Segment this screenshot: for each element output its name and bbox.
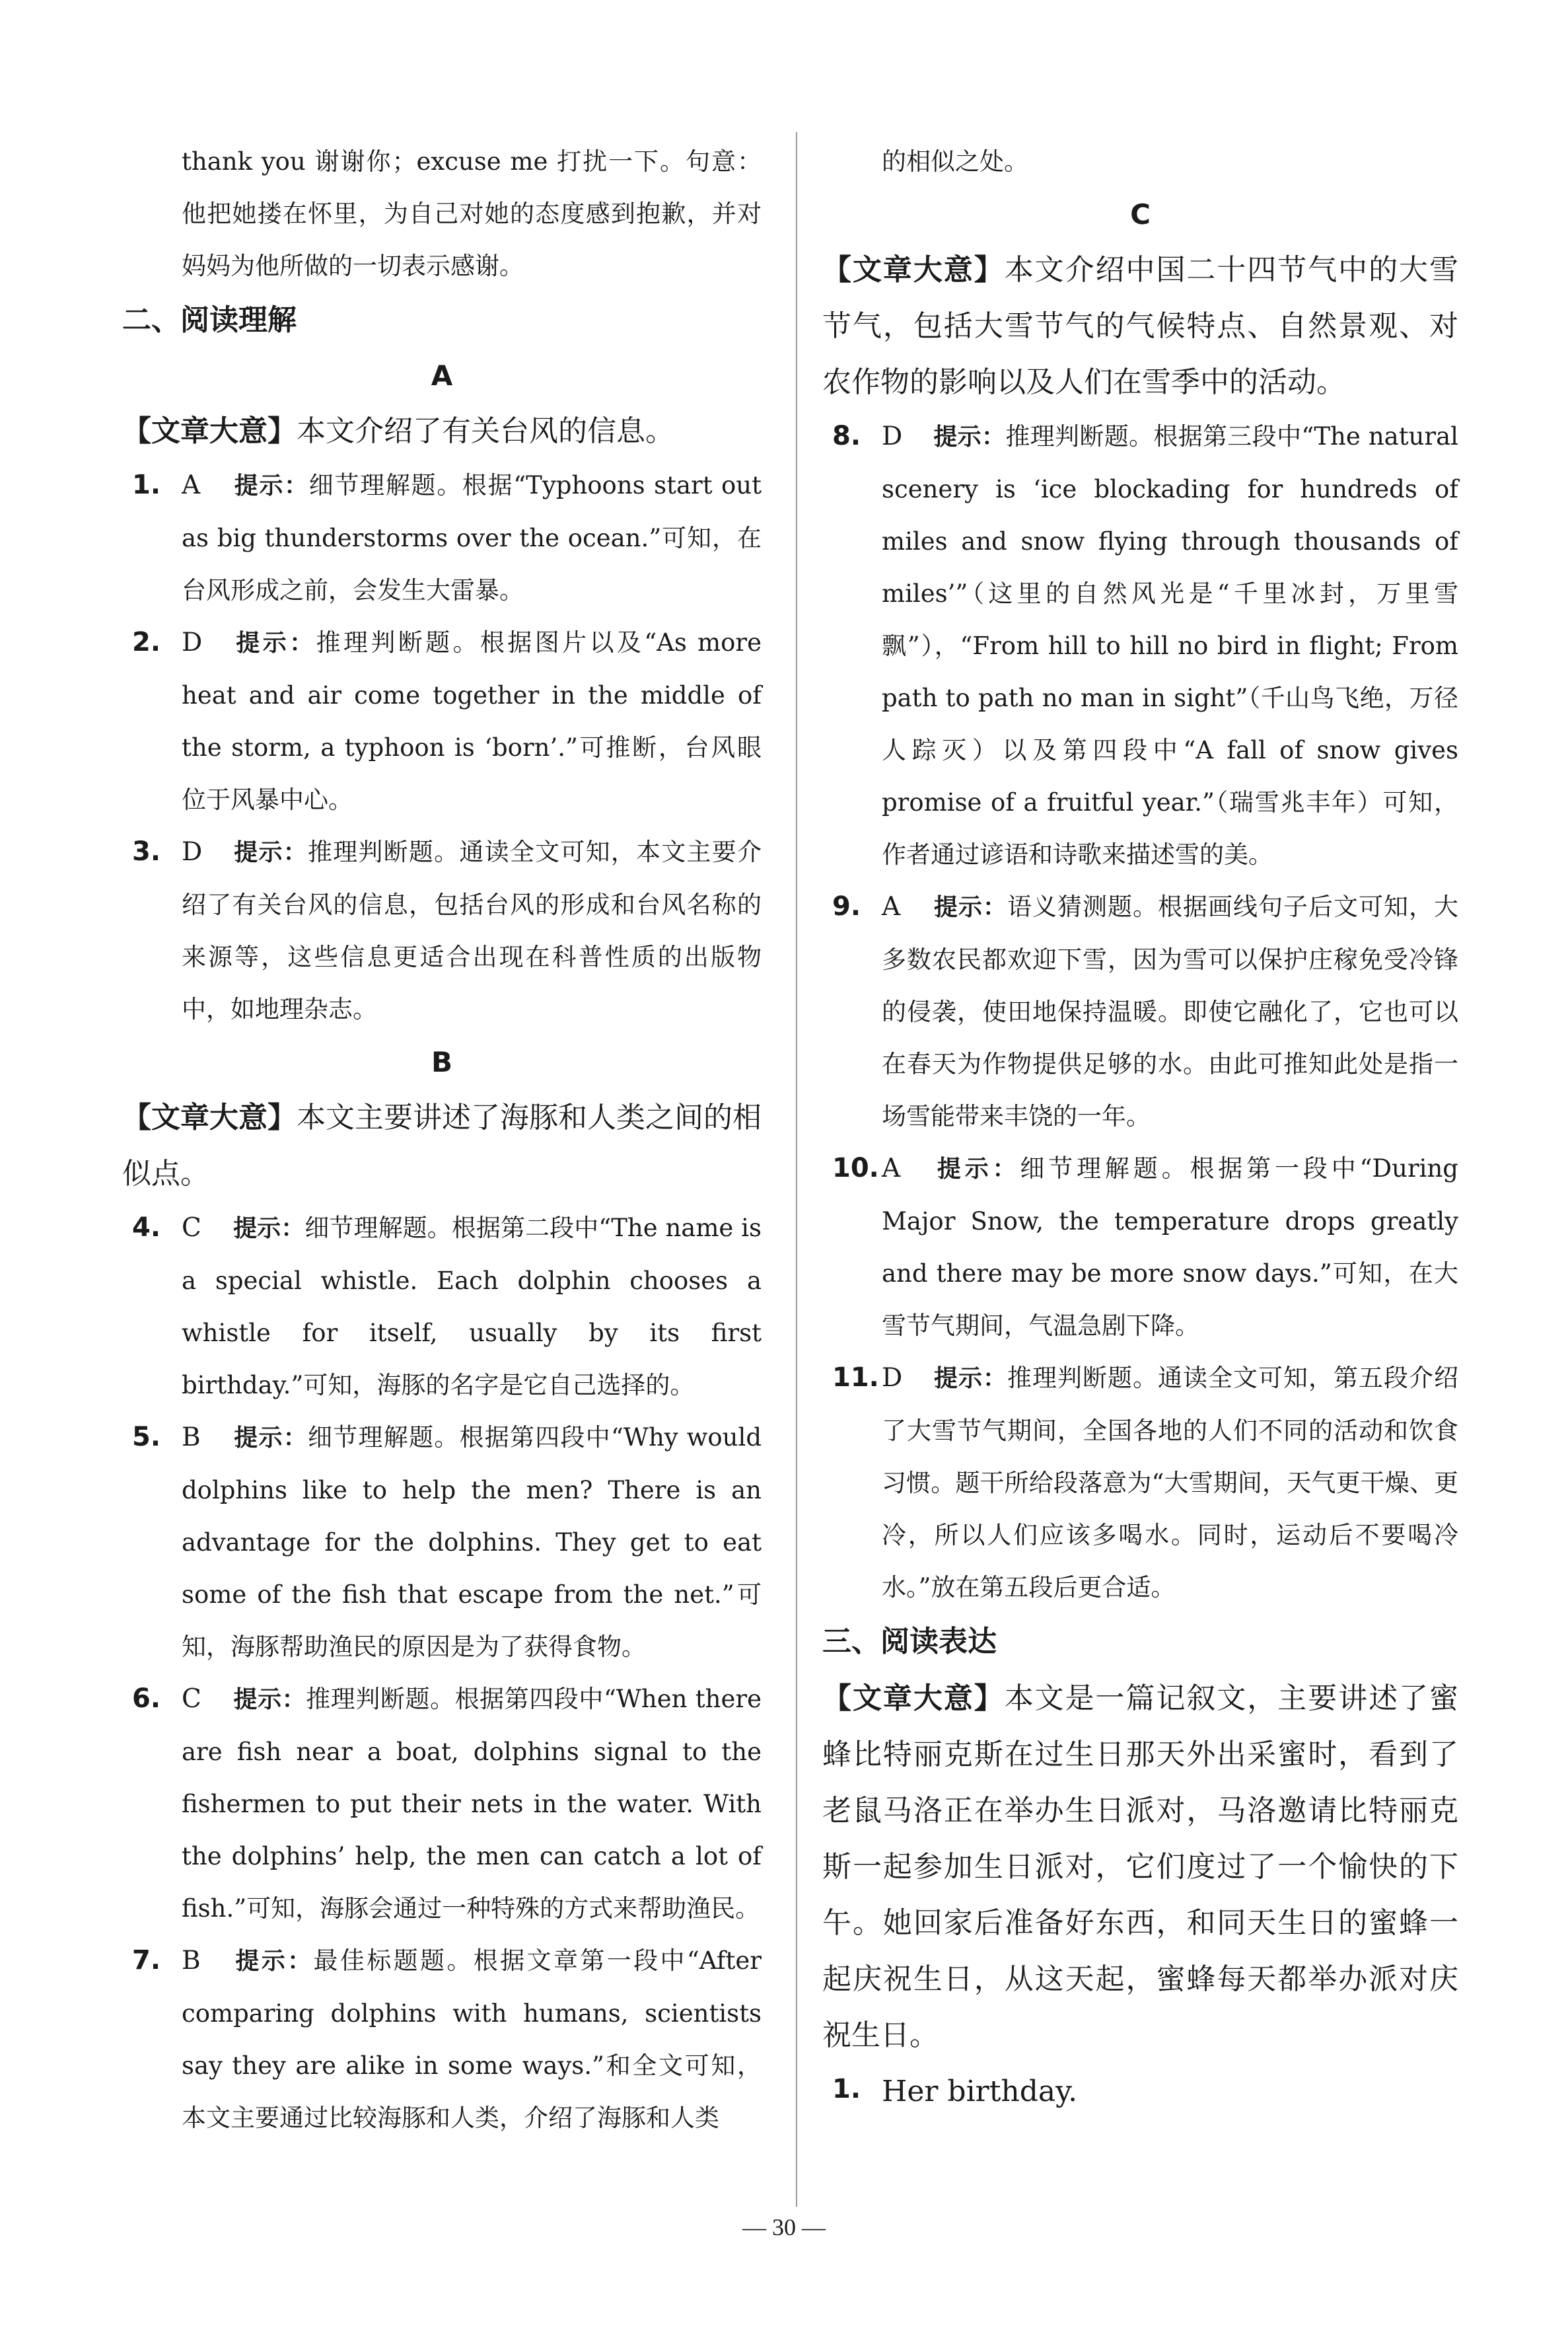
answer-letter: A <box>182 470 201 500</box>
hint-text: 细节理解题。根据“Typhoons start out as big thunderstorms over the ocean.”可知，在台风形成之前，会发生大雷暴。 <box>182 471 762 605</box>
summary-text: 本文介绍了有关台风的信息。 <box>297 414 674 448</box>
hint-label: 提示： <box>233 472 309 499</box>
summary-section3 <box>822 1670 1458 2063</box>
summary-a <box>122 403 762 459</box>
question-number: 7. <box>132 1945 161 1975</box>
hint-label: 提示： <box>233 1948 314 1975</box>
hint-text: 推理判断题。根据第三段中“The natural scenery is ‘ice blockading for hundreds of miles and snow flying through thousands of miles’”（这里的自然风光是“千里冰封，万里雪飘”），“From hill to hill no bird in flight; From path to path no man in sight”（千山鸟飞绝，万径人踪灭）以及第四段中“A fall of snow gives promise of a fruitful year.”（瑞雪兆丰年）可知，作者通过谚语和诗歌来描述雪的美。 <box>882 422 1458 869</box>
hint-text: 推理判断题。根据第四段中“When there are fish near a boat, dolphins signal to the fishermen to put their nets in the water. With the dolphins’ help, the men can catch a lot of fish.”可知，海豚会通过一种特殊的方式来帮助渔民。 <box>182 1685 762 1923</box>
question-number: 4. <box>132 1212 161 1243</box>
answer-letter: D <box>182 628 203 657</box>
question-item <box>122 616 762 826</box>
question-item <box>822 1352 1458 1613</box>
right-column <box>822 135 1458 2120</box>
answer-item <box>822 2063 1458 2120</box>
part-label-a: A <box>431 359 453 392</box>
answer-letter: A <box>882 1154 901 1183</box>
question-item <box>122 1673 762 1935</box>
summary-tag: 【文章大意】 <box>122 1101 297 1134</box>
question-number: 10. <box>832 1153 879 1183</box>
summary-tag: 【文章大意】 <box>822 1681 1005 1715</box>
part-label-c: C <box>1130 198 1151 231</box>
answer-letter: D <box>182 837 203 867</box>
summary-b <box>122 1089 762 1202</box>
question-number: 5. <box>132 1422 161 1452</box>
hint-text: 语义猜测题。根据画线句子后文可知，大多数农民都欢迎下雪，因为雪可以保护庄稼免受冷锋的侵袭，使田地保持温暖。即使它融化了，它也可以在春天为作物提供足够的水。由此可推知此处是指一场雪能带来丰饶的一年。 <box>882 893 1458 1130</box>
answer-letter: D <box>882 422 903 451</box>
section-title-expression: 三、阅读表达 <box>822 1625 997 1658</box>
hint-label: 提示： <box>933 894 1007 921</box>
page-number: — 30 — <box>742 2214 826 2240</box>
question-number: 9. <box>832 891 861 922</box>
answer-letter: C <box>182 1213 201 1243</box>
hint-text: 推理判断题。通读全文可知，第五段介绍了大雪节气期间，全国各地的人们不同的活动和饮食习惯。题干所给段落意为“大雪期间，天气更干燥、更冷，所以人们应该多喝水。同时，运动后不要喝冷水。”放在第五段后更合适。 <box>882 1364 1458 1602</box>
answer-letter: A <box>882 892 901 922</box>
question-number: 11. <box>832 1362 879 1393</box>
question-number: 1. <box>832 2074 861 2104</box>
summary-text: 本文主要讲述了海豚和人类之间的相似点。 <box>122 1101 762 1191</box>
hint-label: 提示： <box>233 839 308 866</box>
answer-letter: C <box>182 1684 201 1714</box>
question-item <box>822 881 1458 1142</box>
question-item <box>822 1142 1458 1352</box>
summary-tag: 【文章大意】 <box>122 414 297 448</box>
question-number: 6. <box>132 1683 161 1714</box>
question-item <box>122 459 762 616</box>
hint-label: 提示： <box>233 1215 305 1242</box>
hint-text: 细节理解题。根据第四段中“Why would dolphins like to help the men? There is an advantage for the dolphins. They get to eat some of the fish that escape from the net.”可知，海豚帮助渔民的原因是为了获得食物。 <box>182 1423 762 1661</box>
hint-label: 提示： <box>233 1686 306 1713</box>
section-title-reading: 二、阅读理解 <box>122 303 297 337</box>
part-label-b: B <box>431 1046 452 1078</box>
hint-text: 细节理解题。根据第一段中“During Major Snow, the temperature drops greatly and there may be more snow days.”可知，在大雪节气期间，气温急剧下降。 <box>882 1154 1458 1340</box>
summary-text: 本文介绍中国二十四节气中的大雪节气，包括大雪节气的气候特点、自然景观、对农作物的影响以及人们在雪季中的活动。 <box>822 253 1459 399</box>
carry-over-text: thank you 谢谢你；excuse me 打扰一下。句意：他把她搂在怀里，为自己对她的态度感到抱歉，并对妈妈为他所做的一切表示感谢。 <box>182 147 762 280</box>
question-number: 8. <box>832 421 861 451</box>
question-number: 2. <box>132 627 161 657</box>
question-item <box>822 410 1458 881</box>
answer-text: Her birthday. <box>882 2075 1078 2108</box>
answer-letter: D <box>882 1363 903 1393</box>
summary-tag: 【文章大意】 <box>822 253 1005 287</box>
question-item <box>122 1935 762 2144</box>
answer-letter: B <box>182 1946 201 1975</box>
summary-text: 本文是一篇记叙文，主要讲述了蜜蜂比特丽克斯在过生日那天外出采蜜时，看到了老鼠马洛正在举办生日派对，马洛邀请比特丽克斯一起参加生日派对，它们度过了一个愉快的下午。她回家后准备好东西，和同天生日的蜜蜂一起庆祝生日，从这天起，蜜蜂每天都举办派对庆祝生日。 <box>822 1681 1459 2052</box>
question-item <box>122 1411 762 1673</box>
column-divider <box>796 132 797 2207</box>
hint-text: 推理判断题。根据图片以及“As more heat and air come together in the middle of the storm, a typhoon is ‘born’.”可推断，台风眼位于风暴中心。 <box>182 628 762 814</box>
question-item <box>122 826 762 1035</box>
summary-c <box>822 242 1458 410</box>
question-number: 3. <box>132 836 161 867</box>
hint-label: 提示： <box>933 1156 1020 1183</box>
question-item <box>122 1202 762 1411</box>
left-column <box>122 135 762 2144</box>
hint-label: 提示： <box>233 1424 308 1452</box>
answer-letter: B <box>182 1422 201 1452</box>
hint-text: 细节理解题。根据第二段中“The name is a special whistle. Each dolphin chooses a whistle for itself, usually by its first birthday.”可知，海豚的名字是它自己选择的。 <box>182 1214 762 1399</box>
hint-label: 提示： <box>233 630 316 657</box>
hint-label: 提示： <box>933 1365 1007 1392</box>
question-number: 1. <box>132 470 161 500</box>
hint-text: 推理判断题。通读全文可知，本文主要介绍了有关台风的信息，包括台风的形成和台风名称的来源等，这些信息更适合出现在科普性质的出版物中，如地理杂志。 <box>182 838 762 1023</box>
hint-label: 提示： <box>933 424 1006 451</box>
hint-text: 最佳标题题。根据文章第一段中“After comparing dolphins with humans, scientists say they are alike in some ways.”和全文可知，本文主要通过比较海豚和人类，介绍了海豚和人类 <box>182 1946 762 2132</box>
carry-over-text: 的相似之处。 <box>882 147 1028 176</box>
